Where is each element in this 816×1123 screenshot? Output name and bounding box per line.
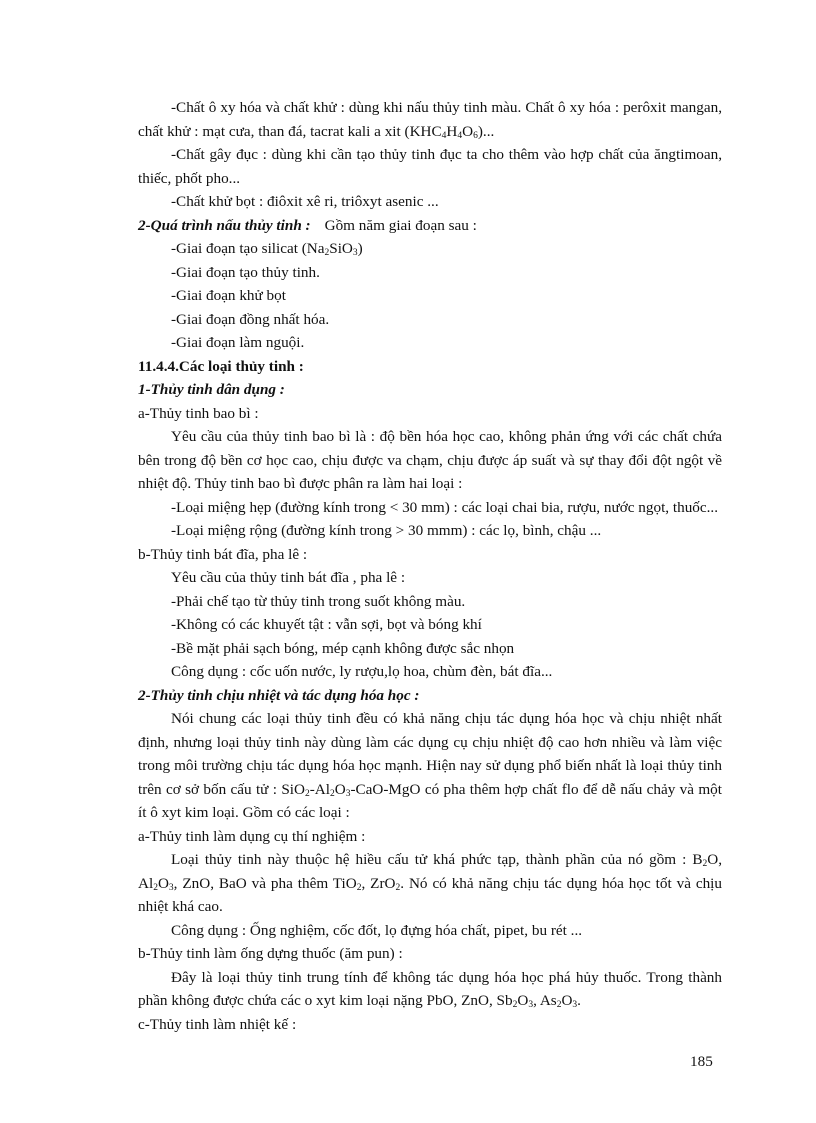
paragraph-heat-chemical: Nói chung các loại thủy tinh đều có khả năng chịu tác dụng hóa học và chịu nhiệt nhất định, nhưng loại thủy tinh này dùng làm các dụng cụ chịu nhiệt độ cao hơn nhiều và làm việc trong môi trường chịu tác dụng hóa học mạnh. Hiện nay sử dụng phổ biến nhất là loại thủy tinh trên cơ sở bốn cấu tử : $SiO_2-Al_2O_3-CaO$-MgO có pha thêm hợp chất flo để dễ nấu chảy và một ít ô xyt kim loại. Gồm có các loại :	[138, 710, 722, 821]
subsection-thermometer-glass: c-Thủy tinh làm nhiệt kế :	[138, 1015, 297, 1033]
paragraph-ampoule-glass: Đây là loại thủy tinh trung tính để không tác dụng hóa học phá hủy thuốc. Trong thành phần không được chứa các o xyt kim loại nặng PbO, ZnO, $Sb_2O_3$, $As_2O_3$.	[138, 968, 722, 1010]
paragraph-oxidizer-reducer: -Chất ô xy hóa và chất khử : dùng khi nấu thủy tinh màu. Chất ô xy hóa : perôxit mangan, chất khử : mạt cưa, than đá, tacrat kali a xit $(KHC_4H_4O_6)$...	[138, 99, 722, 141]
section-heading-glass-types: 11.4.4.Các loại thủy tinh :	[138, 357, 304, 375]
list-item-narrow-neck: -Loại miệng hẹp (đường kính trong < 30 mm) : các loại chai bia, rượu, nước ngọt, thuốc...	[171, 498, 719, 516]
subsection-tableware-crystal: b-Thủy tinh bát đĩa, pha lê :	[138, 545, 308, 563]
paragraph-defoamer: -Chất khử bọt : điôxit xê ri, triôxyt asenic ...	[171, 193, 439, 210]
list-item-stage-glass: -Giai đoạn tạo thủy tinh.	[171, 263, 320, 281]
list-item-stage-homogenize: -Giai đoạn đồng nhất hóa.	[171, 310, 330, 328]
page-number: 185	[690, 1053, 713, 1070]
heading-melting-process: 2-Quá trình nấu thủy tinh : Gồm năm giai đoạn sau :	[138, 216, 477, 234]
list-item-stage-silicate: -Giai đoạn tạo silicat $(Na_2SiO_3)$	[171, 240, 363, 258]
subheading-household-glass: 1-Thủy tinh dân dụng :	[138, 381, 285, 398]
subsection-ampoule-glass: b-Thủy tinh làm ống dựng thuốc (ăm pun) :	[138, 945, 403, 962]
subheading-heat-chemical-glass: 2-Thủy tinh chịu nhiệt và tác dụng hóa học :	[138, 686, 420, 704]
paragraph-opacifier: -Chất gây đục : dùng khi cần tạo thủy tinh đục ta cho thêm vào hợp chất của ăngtimoan, thiếc, phốt pho...	[138, 146, 722, 187]
list-item-stage-defoam: -Giai đoạn khử bọt	[171, 287, 286, 304]
list-item-transparent: -Phải chế tạo từ thủy tinh trong suốt không màu.	[171, 592, 466, 610]
list-item-smooth-surface: -Bề mặt phải sạch bóng, mép cạnh không được sắc nhọn	[171, 639, 515, 657]
paragraph-lab-glass-uses: Công dụng : Ống nghiệm, cốc đốt, lọ đựng hóa chất, pipet, bu rét ...	[171, 921, 583, 939]
paragraph-tableware-uses: Công dụng : cốc uốn nước, ly rượu,lọ hoa, chùm đèn, bát đĩa...	[171, 663, 553, 680]
list-item-stage-cooling: -Giai đoạn làm nguội.	[171, 334, 305, 351]
list-item-wide-neck: -Loại miệng rộng (đường kính trong > 30 mmm) : các lọ, bình, chậu ...	[171, 522, 602, 539]
paragraph-lab-glass-composition: Loại thủy tinh này thuộc hệ hiều cấu tử khá phức tạp, thành phần của nó gồm : $B_2O$, $Al_2O_3$, ZnO, BaO và pha thêm TiO$_2$, ZrO$_2$. Nó có khả năng chịu tác dụng hóa học tốt và chịu nhiệt khá cao.	[138, 851, 722, 915]
subsection-packaging-glass: a-Thủy tinh bao bì :	[138, 404, 259, 422]
page-content	[138, 96, 722, 1036]
paragraph-packaging-requirements: Yêu cầu của thủy tinh bao bì là : độ bền hóa học cao, không phản ứng với các chất chứa bên trong độ bền cơ học cao, chịu được va chạm, chịu được áp suất và sự thay đổi đột ngột về nhiệt độ. Thủy tinh bao bì được phân ra làm hai loại :	[138, 428, 722, 492]
subsection-lab-glass: a-Thủy tinh làm dụng cụ thí nghiệm :	[138, 827, 366, 845]
paragraph-tableware-requirements: Yêu cầu của thủy tinh bát đĩa , pha lê :	[171, 569, 406, 586]
list-item-no-defects: -Không có các khuyết tật : vẫn sợi, bọt và bóng khí	[171, 616, 482, 633]
